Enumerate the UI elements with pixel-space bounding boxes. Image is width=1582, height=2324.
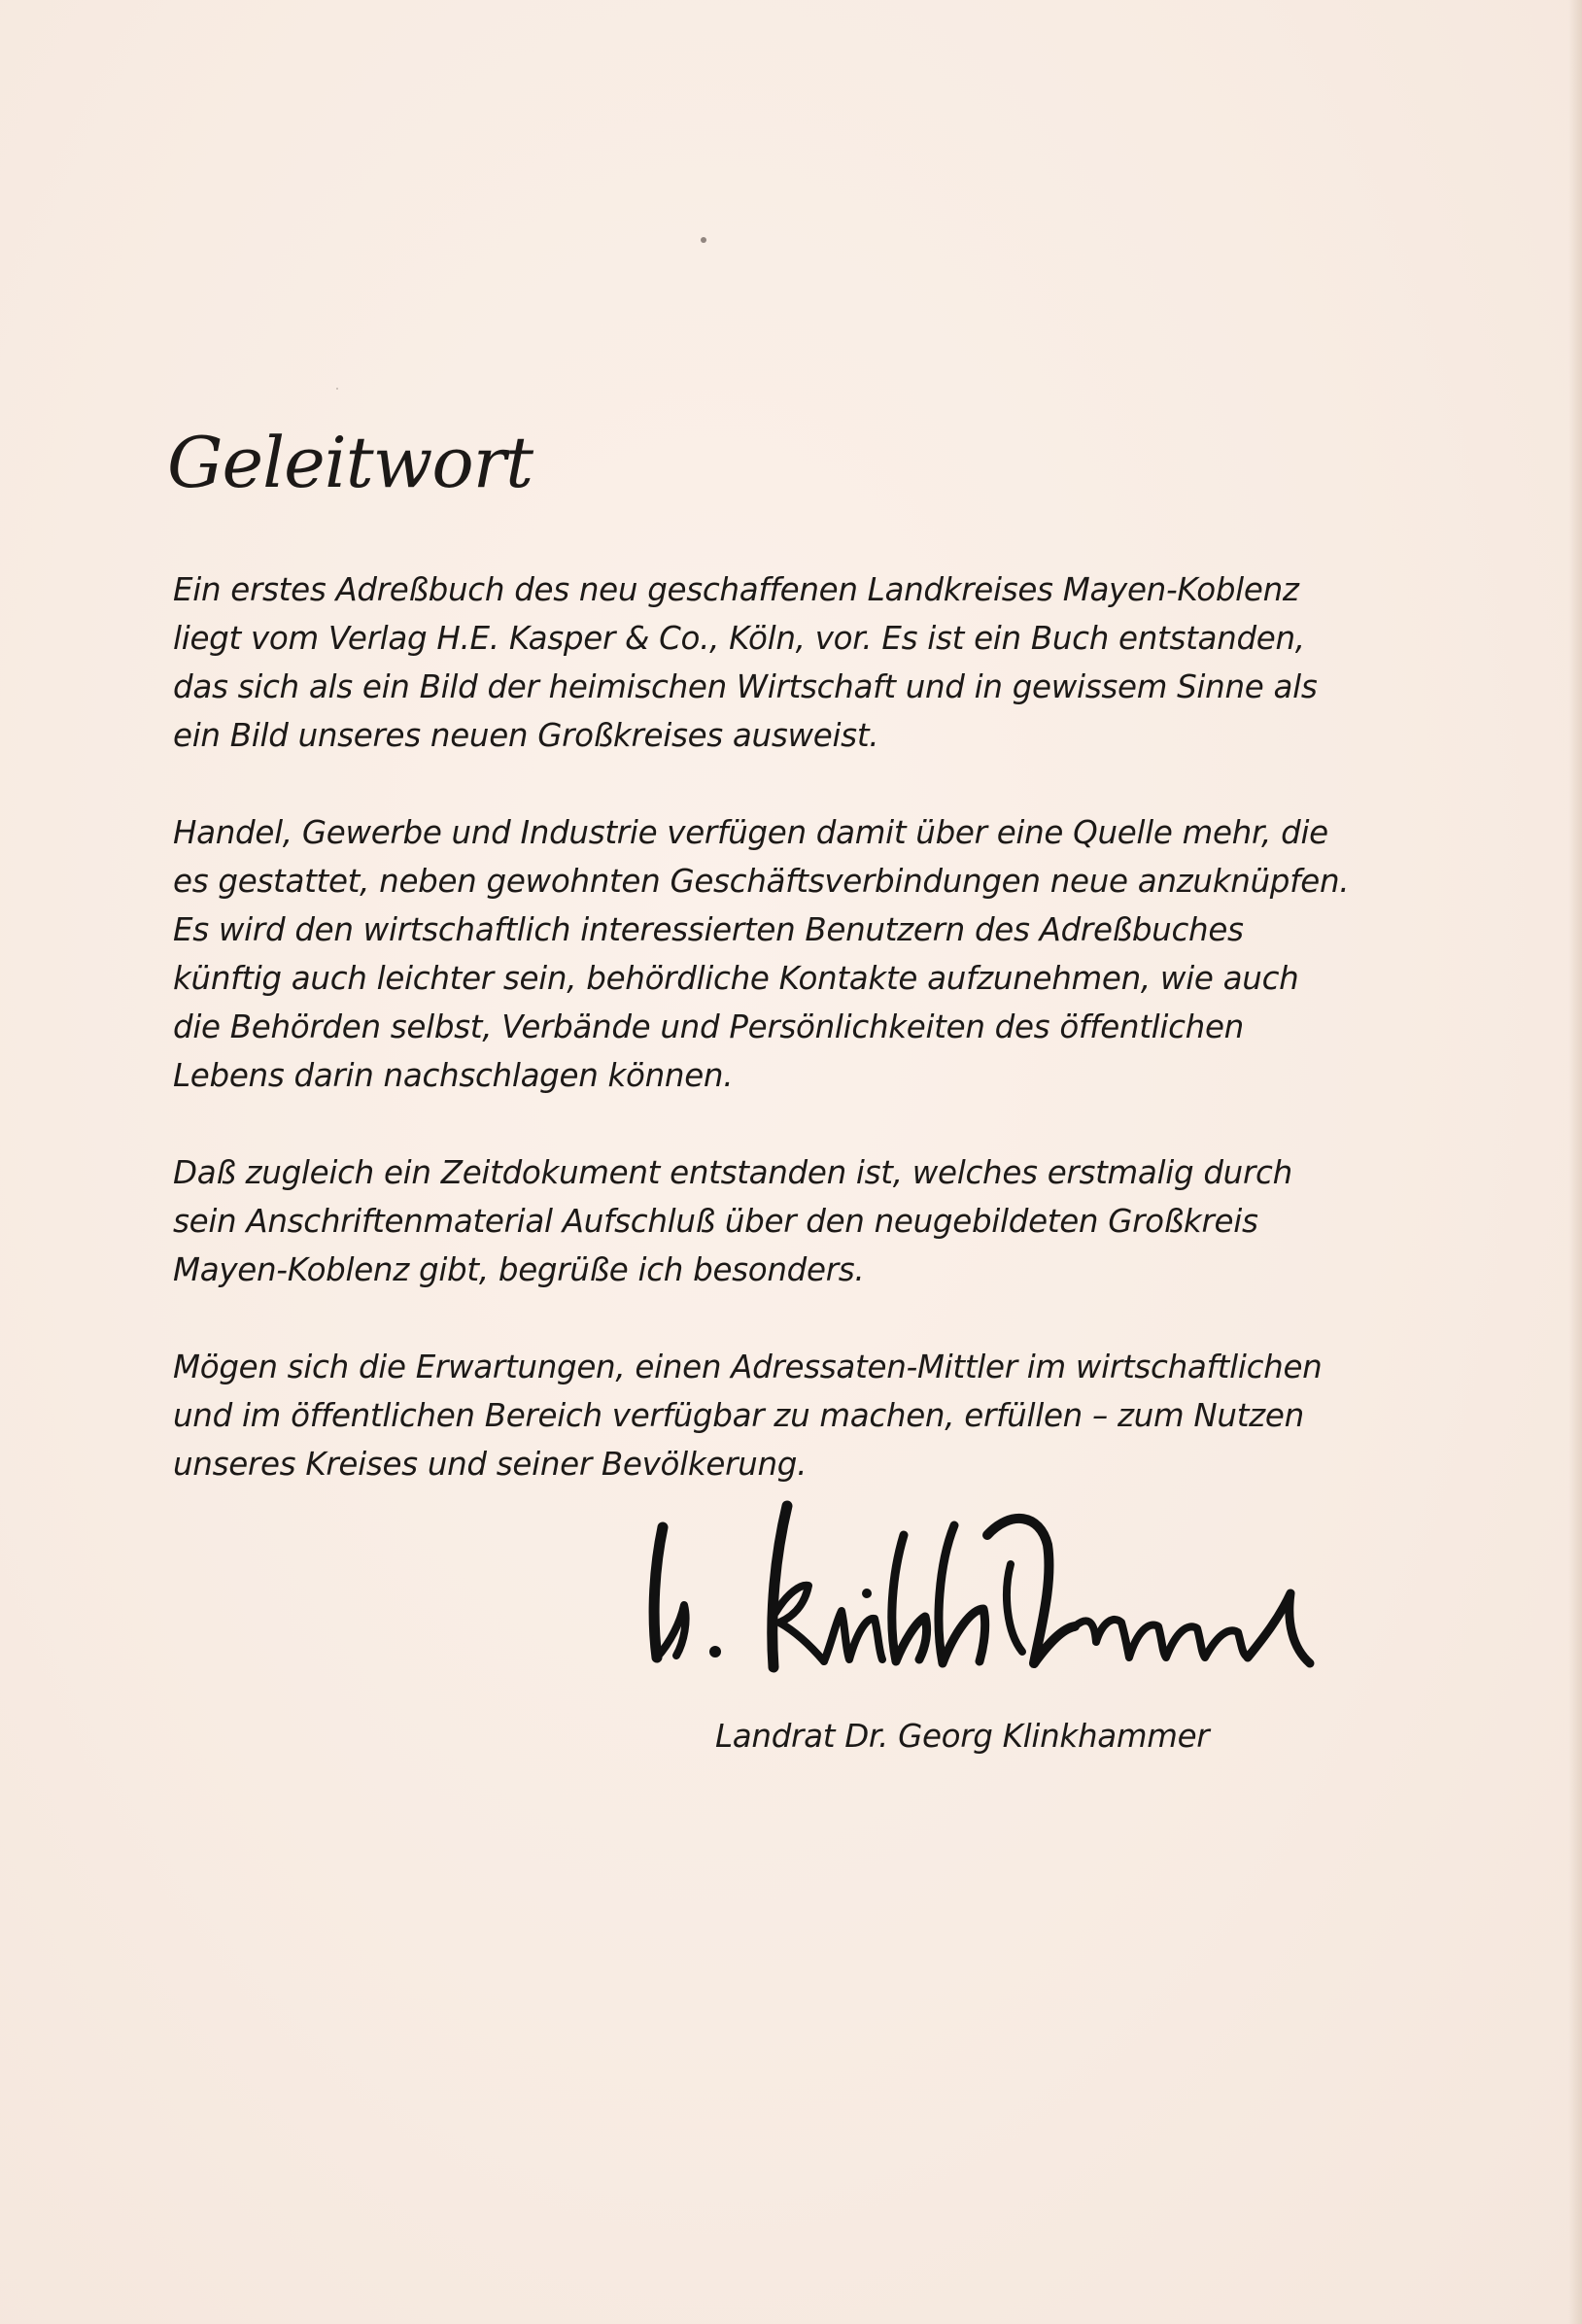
signer-name: Landrat Dr. Georg Klinkhammer bbox=[715, 1718, 1210, 1755]
paragraph-2 bbox=[173, 808, 1397, 1100]
text-line: es gestattet, neben gewohnten Geschäftsverbindungen neue anzuknüpfen. bbox=[173, 863, 1350, 900]
text-line: Es wird den wirtschaftlich interessierten Benutzern des Adreßbuches bbox=[173, 911, 1244, 948]
page-edge-shadow bbox=[1568, 0, 1582, 2324]
foreword-body bbox=[173, 565, 1397, 1537]
text-line: unseres Kreises und seiner Bevölkerung. bbox=[173, 1446, 808, 1483]
text-line: das sich als ein Bild der heimischen Wirtschaft und in gewissem Sinne als bbox=[173, 668, 1318, 705]
text-line: und im öffentlichen Bereich verfügbar zu machen, erfüllen – zum Nutzen bbox=[173, 1397, 1304, 1434]
paragraph-3 bbox=[173, 1148, 1397, 1294]
ink-speck bbox=[701, 237, 706, 243]
ink-speck bbox=[336, 388, 338, 390]
text-line: künftig auch leichter sein, behördliche Kontakte aufzunehmen, wie auch bbox=[173, 960, 1299, 997]
text-line: sein Anschriftenmaterial Aufschluß über den neugebildeten Großkreis bbox=[173, 1203, 1258, 1240]
text-line: Handel, Gewerbe und Industrie verfügen damit über eine Quelle mehr, die bbox=[173, 814, 1328, 851]
text-line: liegt vom Verlag H.E. Kasper & Co., Köln, vor. Es ist ein Buch entstanden, bbox=[173, 620, 1305, 657]
paragraph-1 bbox=[173, 565, 1397, 760]
text-line: Mayen-Koblenz gibt, begrüße ich besonders. bbox=[173, 1251, 865, 1288]
text-line: Lebens darin nachschlagen können. bbox=[173, 1057, 734, 1094]
text-line: Mögen sich die Erwartungen, einen Adressaten-Mittler im wirtschaftlichen bbox=[173, 1349, 1323, 1385]
text-line: Daß zugleich ein Zeitdokument entstanden ist, welches erstmalig durch bbox=[173, 1154, 1292, 1191]
paragraph-4 bbox=[173, 1343, 1397, 1488]
text-line: die Behörden selbst, Verbände und Persönlichkeiten des öffentlichen bbox=[173, 1008, 1244, 1045]
text-line: Ein erstes Adreßbuch des neu geschaffenen Landkreises Mayen-Koblenz bbox=[173, 571, 1299, 608]
text-line: ein Bild unseres neuen Großkreises ausweist. bbox=[173, 717, 879, 754]
page-title: Geleitwort bbox=[167, 422, 533, 503]
handwritten-signature bbox=[641, 1496, 1341, 1691]
